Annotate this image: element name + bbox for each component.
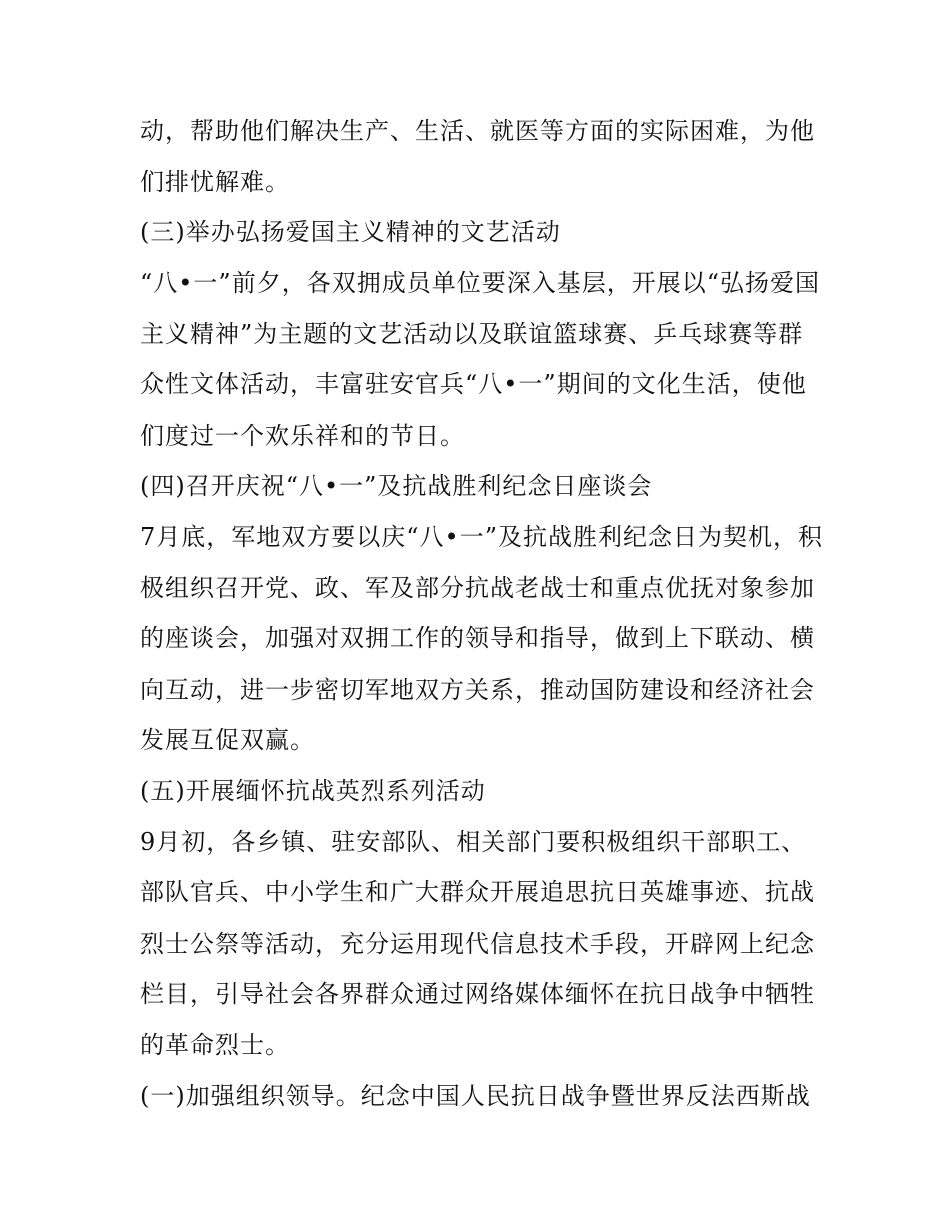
body-text-line: 的革命烈士。 — [140, 1031, 290, 1059]
body-text-line: 们度过一个欢乐祥和的节日。 — [140, 422, 465, 450]
body-text-line: 栏目，引导社会各界群众通过网络媒体缅怀在抗日战争中牺牲 — [140, 980, 815, 1008]
section-heading-3: (三)举办弘扬爱国主义精神的文艺活动 — [140, 218, 561, 246]
body-text-line: 主义精神”为主题的文艺活动以及联谊篮球赛、乒乓球赛等群 — [140, 320, 804, 348]
body-text-line: 9月初，各乡镇、驻安部队、相关部门要积极组织干部职工、 — [140, 828, 807, 856]
body-text-line: 部队官兵、中小学生和广大群众开展追思抗日英雄事迹、抗战 — [140, 878, 815, 906]
body-text-line: 发展互促双赢。 — [140, 726, 315, 754]
body-text-line: 们排忧解难。 — [140, 168, 290, 196]
section-heading-4: (四)召开庆祝“八•一”及抗战胜利纪念日座谈会 — [140, 472, 653, 500]
body-text-line: 动，帮助他们解决生产、生活、就医等方面的实际困难，为他 — [140, 117, 815, 145]
section-heading-1: (一)加强组织领导。纪念中国人民抗日战争暨世界反法西斯战 — [140, 1082, 811, 1110]
body-text-line: 向互动，进一步密切军地双方关系，推动国防建设和经济社会 — [140, 676, 815, 704]
body-text-line: 7月底，军地双方要以庆“八•一”及抗战胜利纪念日为契机，积 — [140, 523, 823, 551]
body-text-line: 极组织召开党、政、军及部分抗战老战士和重点优抚对象参加 — [140, 574, 815, 602]
body-text-line: “八•一”前夕，各双拥成员单位要深入基层，开展以“弘扬爱国 — [140, 269, 820, 297]
section-heading-5: (五)开展缅怀抗战英烈系列活动 — [140, 777, 486, 805]
body-text-line: 的座谈会，加强对双拥工作的领导和指导，做到上下联动、横 — [140, 624, 815, 652]
body-text-line: 烈士公祭等活动，充分运用现代信息技术手段，开辟网上纪念 — [140, 930, 815, 958]
body-text-line: 众性文体活动，丰富驻安官兵“八•一”期间的文化生活，使他 — [140, 370, 807, 398]
